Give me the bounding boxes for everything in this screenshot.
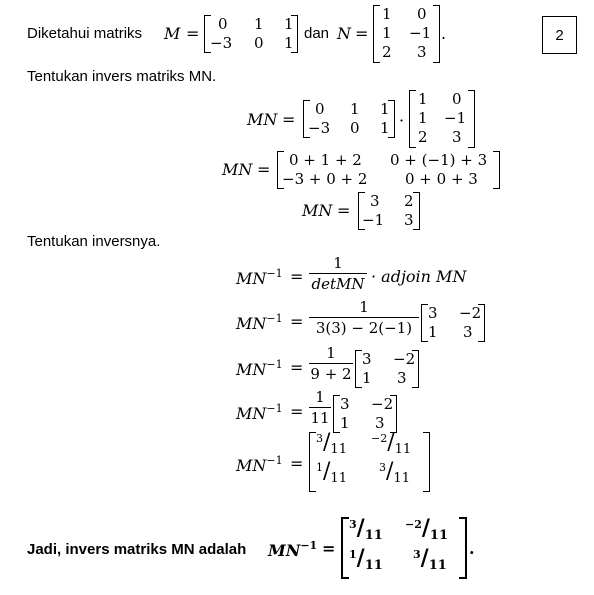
matrix-cell: 1 [418, 109, 428, 127]
fraction-1-over-11 [309, 388, 331, 427]
fraction-numerator: 3 [316, 432, 323, 445]
matrix-cell: −1 [444, 109, 467, 127]
matrix-cell: 1 [254, 15, 264, 33]
slanted-fraction: $^3$/11 [349, 515, 383, 543]
matrix-cell: −2 [393, 350, 416, 368]
matrix-cell: 0 + 1 + 2 [289, 151, 362, 169]
matrix-cell: 2 [404, 192, 414, 210]
matrix-cell: 0 + 0 + 3 [405, 170, 478, 188]
fraction-numerator: 1 [349, 548, 357, 561]
slanted-fraction: $^{-2}$/11 [371, 430, 412, 457]
matrix-cell: 3 [452, 128, 462, 146]
equals-sign: = [290, 358, 304, 377]
mn-text: MN [236, 269, 267, 288]
matrix-cell: 3 [362, 350, 372, 368]
equals-sign: = [322, 539, 336, 558]
matrix-n-label: N [337, 24, 351, 43]
fraction-numerator: −2 [371, 432, 388, 445]
matrix-cell: 0 [218, 15, 228, 33]
matrix-cell: 1 [418, 90, 428, 108]
matrix-cell: −3 [308, 119, 331, 137]
matrix-cell: 1 [362, 369, 372, 387]
fraction-numerator: 1 [316, 461, 323, 474]
equals-sign: = [290, 312, 304, 331]
adjoin-text: · adjoin MN [371, 267, 467, 286]
matrix-n-copy [409, 90, 475, 148]
matrix-cell: 1 [382, 5, 392, 23]
slanted-fraction: $^3$/11 [316, 430, 347, 457]
fraction-denominator: 11 [330, 471, 347, 486]
matrix-cell: −1 [362, 211, 385, 229]
inverse-exponent: −1 [266, 454, 283, 467]
equals-sign: = [290, 267, 304, 286]
dot-operator: · [399, 111, 405, 130]
fraction-denominator: 11 [393, 471, 410, 486]
mn-text: MN [236, 456, 267, 475]
matrix-cell: 0 [315, 100, 325, 118]
fraction-denominator: 11 [364, 528, 383, 543]
mn-inverse-label [236, 454, 283, 475]
slanted-fraction: $^{-2}$/11 [405, 515, 449, 543]
matrix-adjoin [333, 395, 397, 433]
fraction-numerator: −2 [405, 518, 422, 531]
mn-inverse-label [268, 539, 317, 560]
fraction-numerator: 3 [349, 518, 357, 531]
mn-text: MN [236, 360, 267, 379]
fraction-denominator: 11 [310, 409, 330, 427]
matrix-m [204, 15, 298, 53]
matrix-cell: 2 [418, 128, 428, 146]
mn-inverse-label [236, 402, 283, 423]
matrix-cell: −2 [459, 304, 482, 322]
matrix-cell: 3 [463, 323, 473, 341]
fraction-denominator: 11 [330, 442, 347, 457]
fraction-numerator: 1 [333, 254, 343, 272]
matrix-cell: −3 + 0 + 2 [282, 170, 368, 188]
matrix-n [373, 5, 440, 63]
matrix-adjoin [355, 350, 419, 388]
matrix-cell: 1 [284, 15, 294, 33]
inverse-exponent: −1 [300, 539, 318, 552]
matrix-cell: 0 [254, 34, 264, 52]
step1-instruction: Tentukan invers matriks MN. [27, 68, 217, 85]
slanted-fraction: $^1$/11 [349, 545, 383, 573]
inverse-exponent: −1 [266, 312, 283, 325]
matrix-mn-result [358, 192, 420, 230]
matrix-cell: 3 [375, 414, 385, 432]
mn-text: MN [268, 541, 301, 560]
matrix-cell: 3 [417, 43, 427, 61]
matrix-cell: 3 [370, 192, 380, 210]
period: . [441, 24, 447, 43]
fraction-numerator: 1 [359, 298, 369, 316]
slanted-fraction: $^3$/11 [413, 545, 447, 573]
equals-sign: = [290, 402, 304, 421]
fraction-numerator: 1 [315, 388, 325, 406]
matrix-cell: 1 [350, 100, 360, 118]
mn-label: MN [302, 201, 333, 220]
matrix-cell: 1 [380, 100, 390, 118]
matrix-cell: 0 + (−1) + 3 [390, 151, 488, 169]
fraction-numerator: 3 [413, 548, 421, 561]
fraction-numerator: 3 [379, 461, 386, 474]
slanted-fraction: $^3$/11 [379, 459, 410, 486]
fraction-denominator: 9 + 2 [310, 365, 352, 383]
mn-label: MN [222, 160, 253, 179]
matrix-adjoin [421, 304, 485, 342]
equals-sign: = [337, 201, 351, 220]
conclusion-text: Jadi, invers matriks MN adalah [27, 541, 247, 558]
inverse-exponent: −1 [266, 402, 283, 415]
equals-sign: = [290, 454, 304, 473]
dan-text: dan [304, 25, 330, 42]
step2-instruction: Tentukan inversnya. [27, 233, 161, 250]
equals-sign: = [355, 24, 369, 43]
matrix-cell: −3 [210, 34, 233, 52]
fraction-denominator: 11 [428, 558, 447, 573]
matrix-cell: 1 [382, 24, 392, 42]
inverse-exponent: −1 [266, 358, 283, 371]
fraction-numerator: 1 [326, 344, 336, 362]
problem-number: 2 [555, 26, 564, 44]
matrix-cell: 3 [428, 304, 438, 322]
matrix-cell: 2 [382, 43, 392, 61]
matrix-cell: 1 [340, 414, 350, 432]
equals-sign: = [186, 24, 200, 43]
fraction-1-over-sum [309, 344, 353, 383]
matrix-cell: 0 [452, 90, 462, 108]
matrix-cell: 3 [404, 211, 414, 229]
period: . [469, 539, 475, 558]
matrix-inverse-final [309, 432, 430, 492]
mn-inverse-label [236, 267, 283, 288]
fraction-denominator: 3(3) − 2(−1) [315, 319, 413, 337]
fraction-1-over-det [309, 298, 419, 337]
matrix-cell: 3 [397, 369, 407, 387]
inverse-exponent: −1 [266, 267, 283, 280]
matrix-m-copy [303, 100, 395, 138]
matrix-cell: 3 [340, 395, 350, 413]
fraction-denominator: 11 [429, 528, 449, 543]
matrix-m-label: M [164, 24, 181, 43]
matrix-cell: −2 [371, 395, 394, 413]
fraction-denominator: detMN [311, 275, 365, 293]
mn-text: MN [236, 314, 267, 333]
matrix-cell: 0 [350, 119, 360, 137]
mn-label: MN [247, 110, 278, 129]
equals-sign: = [257, 160, 271, 179]
matrix-cell: 1 [380, 119, 390, 137]
mn-inverse-label [236, 312, 283, 333]
matrix-cell: −1 [409, 24, 432, 42]
problem-number-badge [542, 16, 577, 54]
equals-sign: = [282, 110, 296, 129]
mn-inverse-label [236, 358, 283, 379]
intro-text: Diketahui matriks [27, 25, 143, 42]
fraction-denominator: 11 [364, 558, 383, 573]
matrix-cell: 0 [417, 5, 427, 23]
fraction-denominator: 11 [394, 442, 412, 457]
fraction-1-over-detmn [309, 254, 367, 293]
mn-text: MN [236, 404, 267, 423]
matrix-sum [277, 151, 500, 189]
matrix-inverse-answer [341, 517, 467, 579]
slanted-fraction: $^1$/11 [316, 459, 347, 486]
matrix-cell: 1 [428, 323, 438, 341]
matrix-cell: 1 [284, 34, 294, 52]
